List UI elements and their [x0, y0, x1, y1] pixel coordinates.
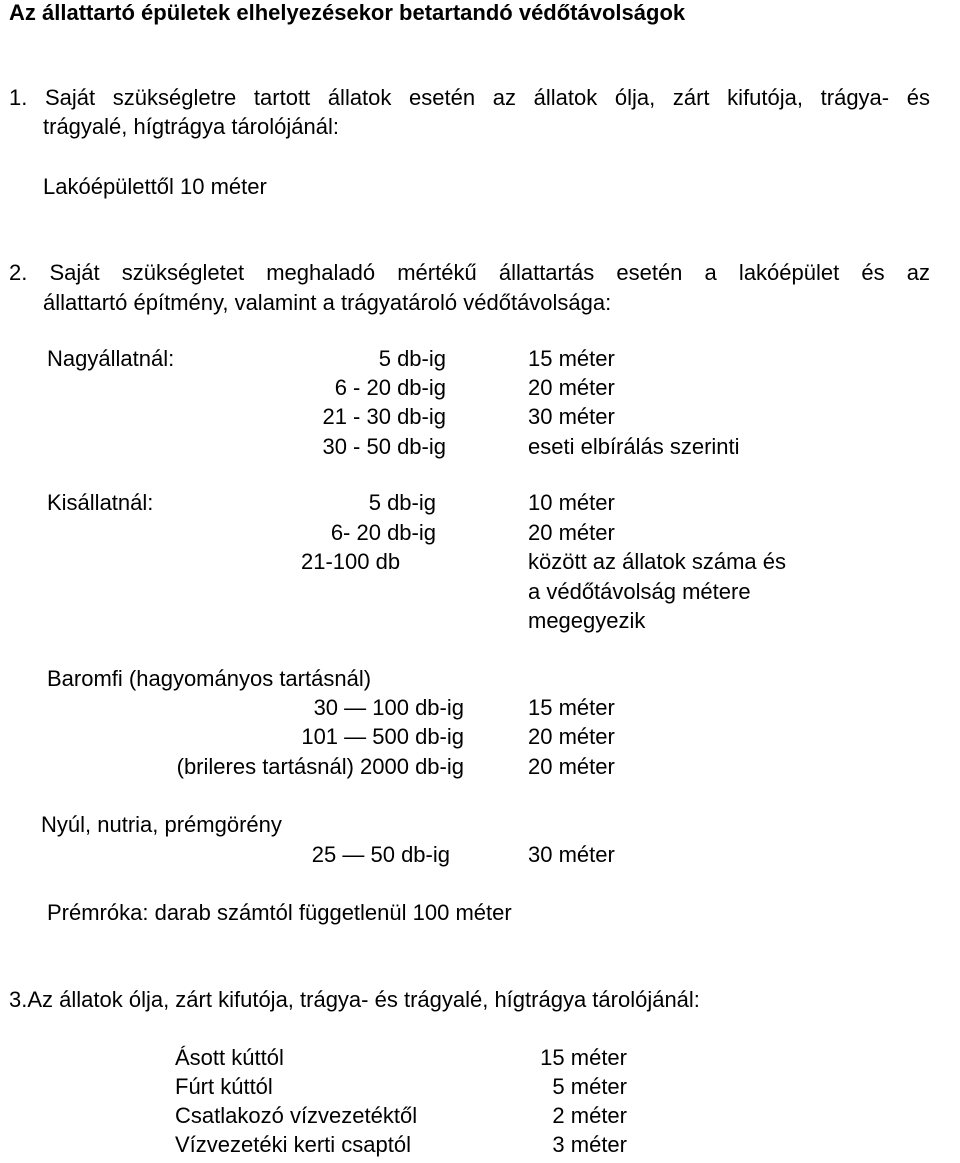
water-distance: 15 méter [540, 1045, 627, 1070]
water-distance: 2 méter [552, 1103, 627, 1128]
rabbit-count: 25 — 50 db-ig [311, 842, 450, 867]
poultry-distance: 15 méter [528, 695, 615, 720]
poultry-count: 30 — 100 db-ig [313, 695, 464, 720]
large-animal-distance: 30 méter [528, 404, 615, 429]
large-animal-distance: eseti elbírálás szerinti [528, 434, 740, 459]
small-animal-count: 5 db-ig [368, 490, 436, 515]
fox-rule: Prémróka: darab számtól függetlenül 100 méter [47, 900, 512, 925]
small-animal-distance: 20 méter [528, 520, 615, 545]
small-animal-note: a védőtávolság métere [528, 579, 751, 604]
water-distance: 5 méter [552, 1074, 627, 1099]
water-source: Fúrt kúttól [175, 1074, 273, 1099]
water-source: Csatlakozó vízvezetéktől [175, 1103, 418, 1128]
small-animal-count: 21-100 db [301, 549, 401, 574]
section-1-line-1: 1. Saját szükségletre tartott állatok esetén az állatok ólja, zárt kifutója, trágya- és [9, 85, 930, 110]
section-3-heading: 3.Az állatok ólja, zárt kifutója, trágya- és trágyalé, hígtrágya tárolójánál: [9, 987, 700, 1012]
poultry-distance: 20 méter [528, 754, 615, 779]
water-distance: 3 méter [552, 1132, 627, 1157]
large-animal-count: 30 - 50 db-ig [322, 434, 446, 459]
document-title: Az állattartó épületek elhelyezésekor betartandó védőtávolságok [9, 0, 686, 25]
small-animal-label: Kisállatnál: [47, 490, 154, 515]
large-animal-distance: 20 méter [528, 375, 615, 400]
section-2-line-1: 2. Saját szükségletet meghaladó mértékű állattartás esetén a lakóépület és az [9, 260, 930, 285]
water-source: Vízvezetéki kerti csaptól [175, 1132, 411, 1157]
small-animal-count: 6- 20 db-ig [330, 520, 436, 545]
section-2-line-2: állattartó építmény, valamint a trágyatároló védőtávolsága: [43, 290, 612, 315]
large-animal-distance: 15 méter [528, 346, 615, 371]
rabbit-label: Nyúl, nutria, prémgörény [41, 812, 282, 837]
small-animal-note: megegyezik [528, 608, 646, 633]
poultry-count: (brileres tartásnál) 2000 db-ig [176, 754, 464, 779]
poultry-count: 101 — 500 db-ig [301, 724, 464, 749]
large-animal-count: 21 - 30 db-ig [322, 404, 446, 429]
large-animal-count: 6 - 20 db-ig [334, 375, 446, 400]
small-animal-distance: 10 méter [528, 490, 615, 515]
large-animal-count: 5 db-ig [378, 346, 446, 371]
large-animal-label: Nagyállatnál: [47, 346, 175, 371]
section-1-line-2: trágyalé, hígtrágya tárolójánál: [43, 114, 339, 139]
section-1-distance: Lakóépülettől 10 méter [43, 174, 267, 199]
water-source: Ásott kúttól [175, 1045, 284, 1070]
poultry-distance: 20 méter [528, 724, 615, 749]
small-animal-distance: között az állatok száma és [528, 549, 787, 574]
rabbit-distance: 30 méter [528, 842, 615, 867]
poultry-label: Baromfi (hagyományos tartásnál) [47, 666, 372, 691]
